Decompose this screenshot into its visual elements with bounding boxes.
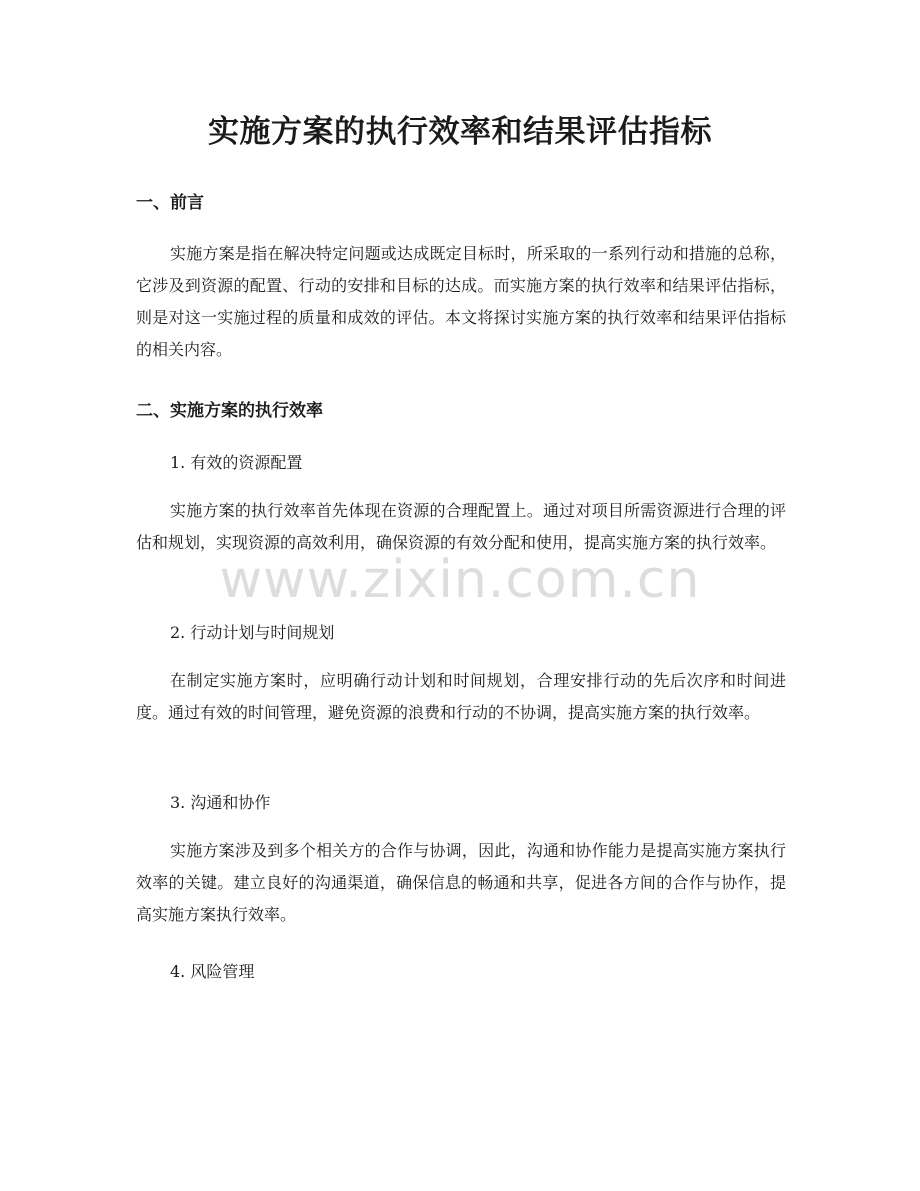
section-heading-preface: 一、前言 xyxy=(136,193,204,213)
paragraph-action-plan: 在制定实施方案时，应明确行动计划和时间规划，合理安排行动的先后次序和时间进度。通过有效的时间管理，避免资源的浪费和行动的不协调，提高实施方案的执行效率。 xyxy=(136,671,786,722)
subheading-resource-allocation: 1. 有效的资源配置 xyxy=(170,453,303,472)
section-heading-efficiency: 二、实施方案的执行效率 xyxy=(136,401,323,421)
document-title: 实施方案的执行效率和结果评估指标 xyxy=(208,114,712,150)
preface-paragraph: 实施方案是指在解决特定问题或达成既定目标时，所采取的一系列行动和措施的总称，它涉及到资源的配置、行动的安排和目标的达成。而实施方案的执行效率和结果评估指标，则是对这一实施过程的质量和成效的评估。本文将探讨实施方案的执行效率和结果评估指标的相关内容。 xyxy=(136,244,786,359)
paragraph-communication: 实施方案涉及到多个相关方的合作与协调，因此，沟通和协作能力是提高实施方案执行效率的关键。建立良好的沟通渠道，确保信息的畅通和共享，促进各方间的合作与协作，提高实施方案执行效率。 xyxy=(136,841,786,924)
subheading-communication: 3. 沟通和协作 xyxy=(170,793,271,812)
watermark: www.zixin.com.cn xyxy=(219,550,701,610)
paragraph-resource-allocation: 实施方案的执行效率首先体现在资源的合理配置上。通过对项目所需资源进行合理的评估和规划，实现资源的高效利用，确保资源的有效分配和使用，提高实施方案的执行效率。 xyxy=(136,501,786,552)
subheading-risk-management: 4. 风险管理 xyxy=(170,962,255,981)
subheading-action-plan: 2. 行动计划与时间规划 xyxy=(170,623,335,642)
